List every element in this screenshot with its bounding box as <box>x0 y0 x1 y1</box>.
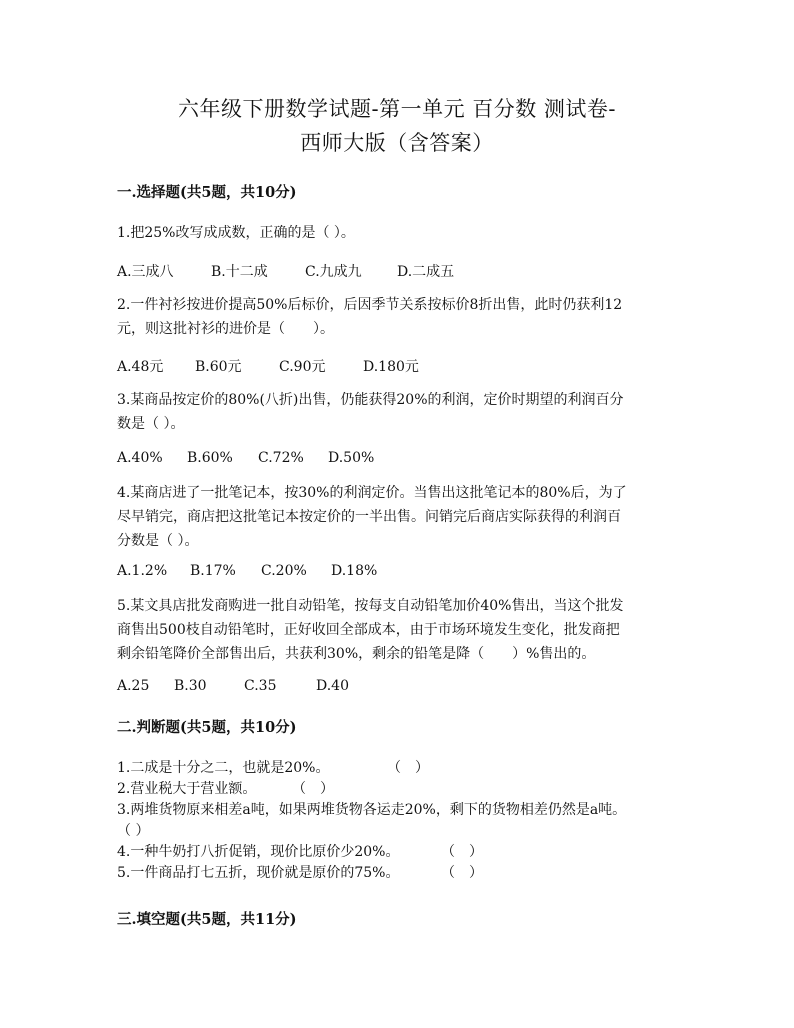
section-1-heading: 一.选择题(共5题，共10分) <box>117 184 297 201</box>
option-c: C.72% <box>258 450 304 466</box>
judge-item-4 <box>117 842 483 863</box>
question-4 <box>117 481 677 553</box>
option-d: D.50% <box>328 450 375 466</box>
option-c: C.35 <box>244 678 277 694</box>
option-d: D.180元 <box>363 359 419 375</box>
question-5 <box>117 594 677 666</box>
question-1-options <box>117 261 454 281</box>
question-line: 1.把25%改写成成数，正确的是（ ）。 <box>117 225 355 241</box>
question-line: 商售出500枝自动铅笔时，正好收回全部成本，由于市场环境发生变化，批发商把 <box>117 622 620 638</box>
option-b: B.30 <box>174 678 207 694</box>
question-line: 尽早销完，商店把这批笔记本按定价的一半出售。问销完后商店实际获得的利润百 <box>117 509 621 525</box>
option-a: A.48元 <box>117 359 164 375</box>
question-4-options <box>117 563 377 579</box>
option-d: D.40 <box>316 678 349 694</box>
answer-blank[interactable]: （ ） <box>441 844 483 860</box>
question-2 <box>117 293 677 341</box>
question-line: 数是（ ）。 <box>117 416 185 432</box>
option-b: B.60% <box>187 450 233 466</box>
answer-blank[interactable]: （ ） <box>292 781 334 797</box>
question-2-options <box>117 356 419 376</box>
option-c: C.九成九 <box>305 264 362 280</box>
judge-text: 2.营业税大于营业额。 <box>117 781 257 797</box>
section-2-heading: 二.判断题(共5题，共10分) <box>117 719 297 736</box>
question-line: 3.某商品按定价的80%(八折)出售，仍能获得20%的利润，定价时期望的利润百分 <box>117 392 624 408</box>
option-c: C.90元 <box>279 359 326 375</box>
option-a: A.25 <box>117 678 150 694</box>
question-line: 分数是（ ）。 <box>117 533 199 549</box>
question-line: 元，则这批衬衫的进价是（ ）。 <box>117 321 334 337</box>
judge-item-1 <box>117 758 429 779</box>
judge-item-5 <box>117 863 483 884</box>
question-5-options <box>117 678 349 694</box>
option-d: D.18% <box>331 563 378 579</box>
option-d: D.二成五 <box>397 264 455 280</box>
judge-text: 1.二成是十分之二，也就是20%。 <box>117 760 330 776</box>
judge-item-2 <box>117 779 334 800</box>
option-b: B.60元 <box>195 359 242 375</box>
option-b: B.17% <box>190 563 236 579</box>
judge-text: 4.一种牛奶打八折促销，现价比原价少20%。 <box>117 844 400 860</box>
question-line: 5.某文具店批发商购进一批自动铅笔，按每支自动铅笔加价40%售出，当这个批发 <box>117 598 624 614</box>
question-1 <box>117 221 677 245</box>
judge-text: 5.一件商品打七五折，现价就是原价的75%。 <box>117 865 400 881</box>
judge-text: 3.两堆货物原来相差a吨，如果两堆货物各运走20%，剩下的货物相差仍然是a吨。 <box>117 802 627 818</box>
question-line: 剩余铅笔降价全部售出后，共获利30%，剩余的铅笔是降（ ）%售出的。 <box>117 646 596 662</box>
title-line-1: 六年级下册数学试题-第一单元 百分数 测试卷- <box>177 97 617 121</box>
answer-blank[interactable]: （ ） <box>117 823 150 839</box>
option-a: A.三成八 <box>117 264 174 280</box>
section-3-heading: 三.填空题(共5题，共11分) <box>117 911 297 928</box>
answer-blank[interactable]: （ ） <box>387 760 429 776</box>
option-a: A.40% <box>117 450 163 466</box>
question-line: 2.一件衬衫按进价提高50%后标价，后因季节关系按标价8折出售，此时仍获利12 <box>117 297 623 313</box>
question-line: 4.某商店进了一批笔记本，按30%的利润定价。当售出这批笔记本的80%后，为了 <box>117 485 627 501</box>
option-a: A.1.2% <box>117 563 168 579</box>
title-line-2: 西师大版（含答案） <box>300 131 494 155</box>
judge-item-3 <box>117 800 626 842</box>
question-3-options <box>117 450 374 466</box>
option-c: C.20% <box>261 563 307 579</box>
option-b: B.十二成 <box>211 264 268 280</box>
answer-blank[interactable]: （ ） <box>441 865 483 881</box>
question-3 <box>117 388 677 436</box>
